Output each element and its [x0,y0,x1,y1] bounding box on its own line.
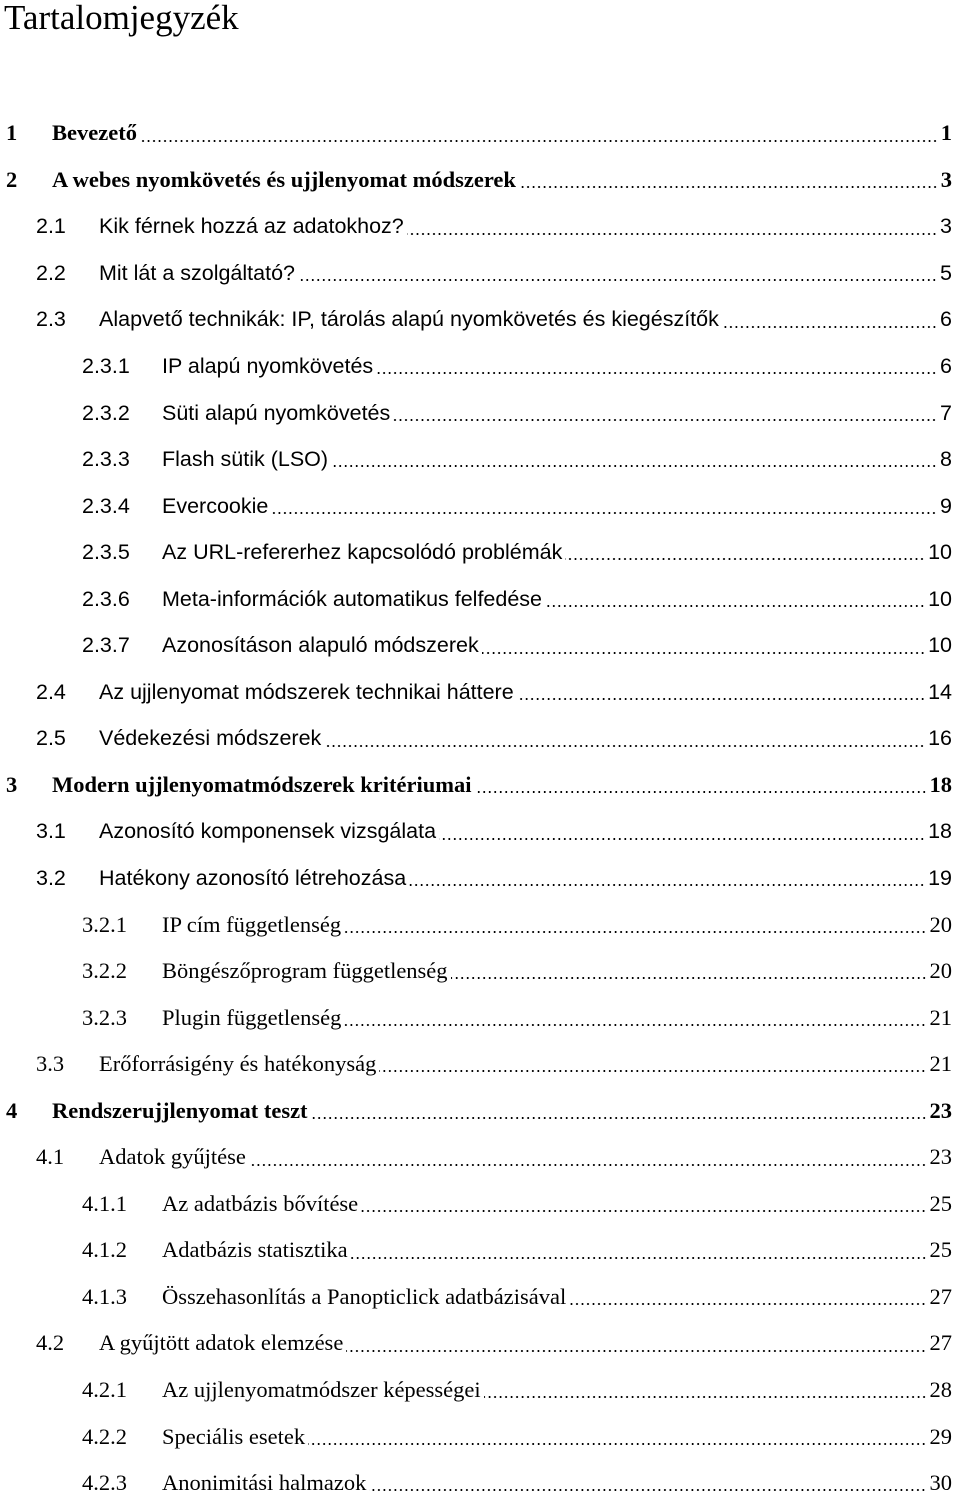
toc-entry-link[interactable] [36,203,952,250]
dot-leader [298,279,937,281]
toc-entry-number: 2.3.2 [82,400,130,425]
toc-entry [0,343,960,390]
toc-entry-title: Speciális esetek [162,1423,306,1449]
toc-entry-link[interactable] [82,622,952,669]
toc-entry-number: 3.2.3 [82,1004,127,1030]
toc-entry-page: 8 [940,447,952,472]
dot-leader [484,1396,927,1398]
toc-entry-number: 4.1 [36,1144,65,1170]
toc-entry-number: 4 [6,1097,18,1123]
dot-leader [439,838,925,840]
toc-entry-link[interactable] [36,1041,952,1088]
toc-entry-number: 3.1 [36,819,66,844]
toc-entry-page: 18 [928,819,952,844]
toc-entry [0,1134,960,1181]
toc-entry-page: 10 [928,586,952,611]
toc-entry-number: 3.2.2 [82,958,127,984]
toc-entry-page: 19 [928,866,952,891]
toc-entry-title: Az URL-refererhez kapcsolódó problémák [162,540,563,565]
toc-entry-number: 2.4 [36,679,66,704]
toc-entry-page: 10 [928,633,952,658]
dot-leader [407,233,937,235]
dot-leader [565,558,925,560]
toc-entry-page: 23 [929,1097,952,1123]
toc-entry-link[interactable] [6,762,952,809]
toc-entry-title: Plugin függetlenség [162,1004,342,1030]
toc-entry-number: 2.3.6 [82,586,130,611]
toc-entry [0,994,960,1041]
toc-entry [0,436,960,483]
toc-entry-page: 6 [940,354,952,378]
toc-entry-number: 2.3.4 [82,493,130,518]
dot-leader [331,465,937,467]
toc-entry-link[interactable] [82,1413,952,1460]
toc-entry-title: Evercookie [162,493,269,518]
toc-entry [0,1227,960,1274]
toc-entry [0,389,960,436]
dot-leader [545,605,925,607]
toc-entry-title: Az ujjlenyomat módszerek technikai háttere [99,679,514,704]
toc-entry-link[interactable] [6,1087,952,1134]
toc-entry-number: 2.2 [36,260,66,285]
toc-entry-page: 25 [929,1237,952,1263]
toc-entry-page: 18 [929,771,952,797]
toc-entry [0,1041,960,1088]
toc-entry-number: 1 [6,120,18,146]
toc-entry [0,855,960,902]
toc-entry-page: 10 [928,540,952,565]
toc-entry-page: 20 [929,911,952,937]
toc-entry-title: Az adatbázis bővítése [162,1190,359,1216]
toc-entry-link[interactable] [36,808,952,855]
toc-entry-link[interactable] [82,436,952,483]
dot-leader [569,1303,926,1305]
toc-entry [0,110,960,157]
dot-leader [351,1257,927,1259]
dot-leader [475,791,927,793]
toc-entry [0,575,960,622]
dot-leader [344,1024,926,1026]
toc-entry-number: 4.2.3 [82,1470,127,1496]
toc-entry-number: 2.1 [36,214,66,239]
dot-leader [271,512,937,514]
toc-entry-title: Összehasonlítás a Panopticlick adatbázisával [162,1283,567,1309]
page-title: Tartalomjegyzék [4,0,239,37]
toc-entry-title: Alapvető technikák: IP, tárolás alapú nyomkövetés és kiegészítők [99,307,719,332]
toc-entry-link[interactable] [82,948,952,995]
toc-entry-number: 2.3.1 [82,354,130,378]
toc-entry-link[interactable] [82,1460,952,1506]
dot-leader [344,931,926,933]
toc-entry-number: 3.2.1 [82,911,127,937]
toc-entry-number: 2 [6,166,18,192]
dot-leader [324,745,925,747]
toc-entry-number: 3 [6,771,18,797]
toc-entry [0,901,960,948]
toc-entry-page: 23 [929,1144,952,1170]
dot-leader [346,1350,926,1352]
toc-entry-page: 25 [929,1190,952,1216]
toc-entry-page: 16 [928,726,952,751]
toc-entry-page: 3 [940,214,952,239]
toc-entry-title: Mit lát a szolgáltató? [99,260,295,285]
toc-entry-page: 5 [940,260,952,285]
toc-entry [0,1413,960,1460]
toc-entry-page: 6 [940,307,952,332]
toc-entry-link[interactable] [36,715,952,762]
dot-leader [311,1117,927,1119]
dot-leader [249,1164,927,1166]
toc-entry-number: 2.5 [36,726,66,751]
toc-entry-page: 20 [929,958,952,984]
toc-entry [0,1274,960,1321]
toc-entry-number: 2.3 [36,307,66,332]
toc-entry-title: IP cím függetlenség [162,911,342,937]
toc-entry [0,1087,960,1134]
toc-entry-number: 4.2 [36,1330,65,1356]
toc-entry-link[interactable] [82,482,952,529]
toc-entry-link[interactable] [82,1227,952,1274]
toc-entry-link[interactable] [82,529,952,576]
toc-entry [0,762,960,809]
toc-entry-page: 1 [940,120,952,146]
toc-entry [0,669,960,716]
toc-entry-link[interactable] [82,1181,952,1228]
toc-entry [0,1460,960,1506]
toc-entry-link[interactable] [82,389,952,436]
toc-entry-title: Erőforrásigény és hatékonyság [99,1051,377,1077]
toc-entry-link[interactable] [82,1274,952,1321]
toc-entry-page: 7 [940,400,952,425]
toc-entry-link[interactable] [36,1134,952,1181]
toc-entry-title: Süti alapú nyomkövetés [162,400,391,425]
dot-leader [451,977,927,979]
toc-entry [0,715,960,762]
toc-entry-number: 3.3 [36,1051,65,1077]
toc-entry-link[interactable] [82,994,952,1041]
toc-entry-title: Adatbázis statisztika [162,1237,348,1263]
toc-entry-title: Azonosító komponensek vizsgálata [99,819,437,844]
dot-leader [376,372,937,374]
toc-entry-link[interactable] [36,250,952,297]
toc-entry-link[interactable] [6,157,952,204]
toc-entry-title: Azonosításon alapuló módszerek [162,633,479,658]
toc-entry-title: Védekezési módszerek [99,726,322,751]
dot-leader [308,1443,926,1445]
toc-entry-link[interactable] [36,1320,952,1367]
dot-leader [517,698,925,700]
toc-entry-number: 2.3.3 [82,447,130,472]
toc-entry [0,157,960,204]
toc-entry-title: Rendszerujjlenyomat teszt [52,1097,308,1123]
toc-entry-title: Böngészőprogram függetlenség [162,958,448,984]
dot-leader [409,884,925,886]
toc-entry [0,622,960,669]
toc-entry-page: 9 [940,493,952,518]
toc-entry-title: A gyűjtött adatok elemzése [99,1330,344,1356]
toc-entry-title: Adatok gyűjtése [99,1144,246,1170]
toc-entry-number: 4.1.2 [82,1237,127,1263]
toc-entry [0,1367,960,1414]
toc-entry-page: 27 [929,1283,952,1309]
table-of-contents [0,110,960,1506]
toc-entry-link[interactable] [82,901,952,948]
toc-entry-number: 4.2.1 [82,1377,127,1403]
toc-entry-page: 29 [929,1423,952,1449]
dot-leader [519,186,938,188]
toc-entry-title: Hatékony azonosító létrehozása [99,866,407,891]
toc-entry-number: 3.2 [36,866,66,891]
toc-entry [0,1181,960,1228]
toc-entry-page: 27 [929,1330,952,1356]
toc-entry-title: Flash sütik (LSO) [162,447,329,472]
dot-leader [393,419,937,421]
toc-entry-link[interactable] [36,669,952,716]
toc-entry-title: IP alapú nyomkövetés [162,354,374,378]
toc-entry-number: 2.3.5 [82,540,130,565]
dot-leader [722,326,937,328]
toc-entry-title: Az ujjlenyomatmódszer képességei [162,1377,481,1403]
toc-entry [0,529,960,576]
toc-entry [0,250,960,297]
toc-entry-title: Kik férnek hozzá az adatokhoz? [99,214,404,239]
toc-entry-link[interactable] [6,110,952,157]
dot-leader [361,1210,926,1212]
toc-entry [0,808,960,855]
toc-entry-page: 14 [928,679,952,704]
toc-entry-page: 30 [929,1470,952,1496]
toc-entry [0,296,960,343]
toc-entry-link[interactable] [82,1367,952,1414]
toc-entry-title: A webes nyomkövetés és ujjlenyomat módszerek [52,166,516,192]
toc-entry-title: Meta-információk automatikus felfedése [162,586,543,611]
dot-leader [379,1070,926,1072]
toc-entry-title: Modern ujjlenyomatmódszerek kritériumai [52,771,472,797]
toc-entry-number: 2.3.7 [82,633,130,658]
dot-leader [482,652,925,654]
toc-entry-page: 21 [929,1004,952,1030]
toc-entry [0,1320,960,1367]
toc-entry-link[interactable] [36,855,952,902]
toc-entry-number: 4.1.1 [82,1190,127,1216]
toc-entry-link[interactable] [82,575,952,622]
toc-entry-link[interactable] [36,296,952,343]
toc-entry [0,203,960,250]
toc-entry-page: 3 [940,166,952,192]
toc-entry-title: Bevezető [52,120,137,146]
toc-entry-link[interactable] [82,343,952,390]
toc-entry-title: Anonimitási halmazok [162,1470,367,1496]
toc-entry-number: 4.1.3 [82,1283,127,1309]
toc-entry-page: 28 [929,1377,952,1403]
toc-entry [0,948,960,995]
dot-leader [140,140,938,142]
toc-entry [0,482,960,529]
toc-entry-page: 21 [929,1051,952,1077]
toc-entry-number: 4.2.2 [82,1423,127,1449]
